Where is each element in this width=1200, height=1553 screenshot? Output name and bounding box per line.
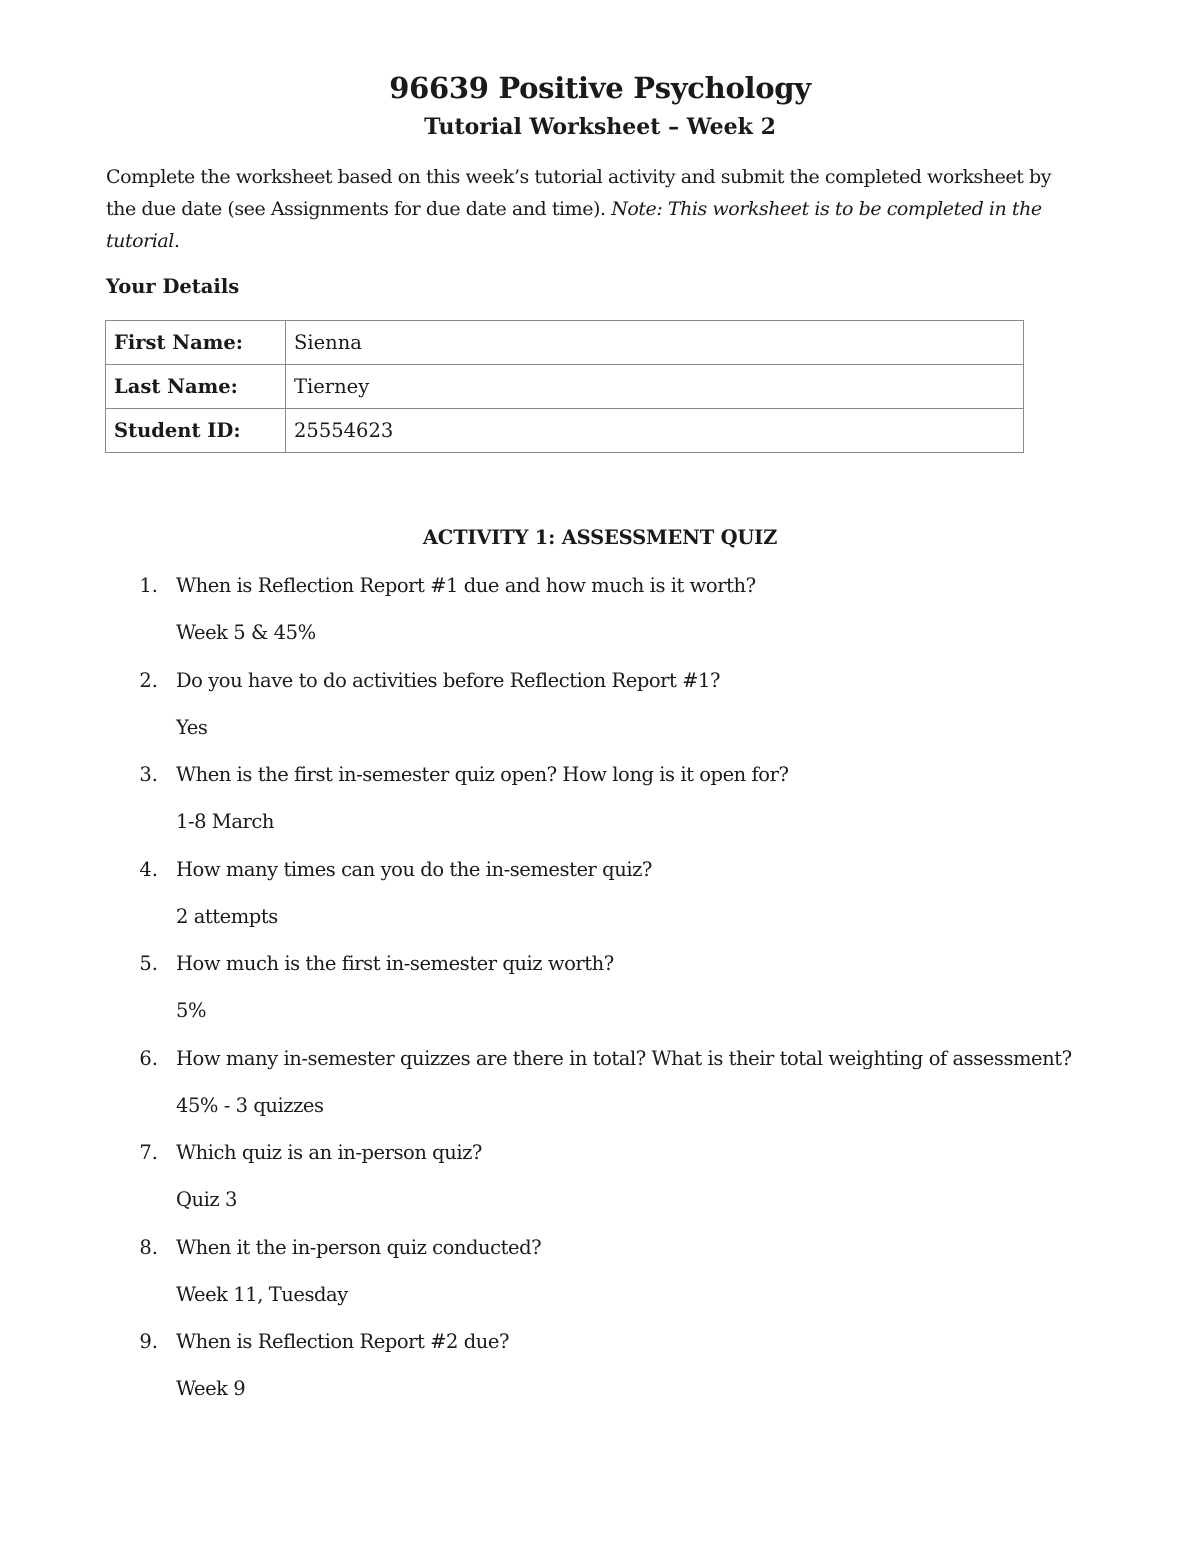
details-heading: Your Details: [106, 275, 240, 298]
question-text: How much is the first in-semester quiz worth?: [176, 952, 614, 975]
question-list: [0, 568, 1200, 1419]
question-text: Which quiz is an in-person quiz?: [176, 1141, 482, 1164]
first-name-label: First Name:: [106, 321, 286, 365]
question-number: 7.: [139, 1141, 158, 1164]
question-item-1: [0, 568, 1200, 663]
answer-text: 2 attempts: [176, 904, 278, 928]
answer-text: Week 11, Tuesday: [176, 1282, 348, 1306]
question-number: 8.: [139, 1235, 158, 1259]
question-text: When is Reflection Report #2 due?: [176, 1330, 509, 1353]
first-name-value: Sienna: [286, 321, 1024, 365]
question-number: 6.: [139, 1046, 158, 1070]
question-text: How many times can you do the in-semester quiz?: [176, 857, 652, 881]
question-number: 2.: [139, 668, 158, 692]
question-number: 1.: [139, 574, 158, 597]
student-id-label: Student ID:: [106, 409, 286, 453]
question-text: Do you have to do activities before Reflection Report #1?: [176, 668, 721, 692]
answer-text: Quiz 3: [176, 1188, 237, 1211]
intro-paragraph: [106, 161, 1081, 257]
question-item-6: [0, 1041, 1200, 1136]
document-subtitle: Tutorial Worksheet – Week 2: [424, 114, 776, 140]
answer-text: Yes: [176, 715, 208, 739]
details-row-first-name: [106, 321, 1024, 365]
question-item-3: [0, 757, 1200, 852]
question-item-8: [0, 1230, 1200, 1325]
document-title: 96639 Positive Psychology: [389, 71, 811, 105]
details-table: [105, 320, 1024, 453]
answer-text: 45% - 3 quizzes: [176, 1093, 324, 1117]
question-number: 3.: [139, 763, 158, 786]
question-text: When is the first in-semester quiz open? How long is it open for?: [176, 763, 789, 786]
question-text: When it the in-person quiz conducted?: [176, 1235, 542, 1259]
question-text: How many in-semester quizzes are there in total? What is their total weighting of assessment?: [176, 1046, 1072, 1070]
question-number: 5.: [139, 952, 158, 975]
answer-text: Week 9: [176, 1377, 246, 1400]
question-item-5: [0, 946, 1200, 1041]
activity-title: ACTIVITY 1: ASSESSMENT QUIZ: [422, 526, 778, 549]
question-item-9: [0, 1324, 1200, 1419]
question-item-7: [0, 1135, 1200, 1230]
question-item-2: [0, 663, 1200, 758]
answer-text: 5%: [176, 999, 207, 1022]
question-number: 9.: [139, 1330, 158, 1353]
student-id-value: 25554623: [286, 409, 1024, 453]
intro-end: .: [173, 230, 180, 252]
intro-note: Note: This worksheet is to be completed in the tutorial: [106, 198, 1042, 252]
answer-text: Week 5 & 45%: [176, 621, 316, 644]
last-name-label: Last Name:: [106, 365, 286, 409]
answer-text: 1-8 March: [176, 810, 274, 833]
question-number: 4.: [139, 857, 158, 881]
details-row-last-name: [106, 365, 1024, 409]
intro-text: Complete the worksheet based on this week’s tutorial activity and submit the completed worksheet by the due date (see Assignments for due date and time).: [106, 166, 1051, 220]
question-item-4: [0, 852, 1200, 947]
details-row-student-id: [106, 409, 1024, 453]
question-text: When is Reflection Report #1 due and how much is it worth?: [176, 574, 756, 597]
last-name-value: Tierney: [286, 365, 1024, 409]
